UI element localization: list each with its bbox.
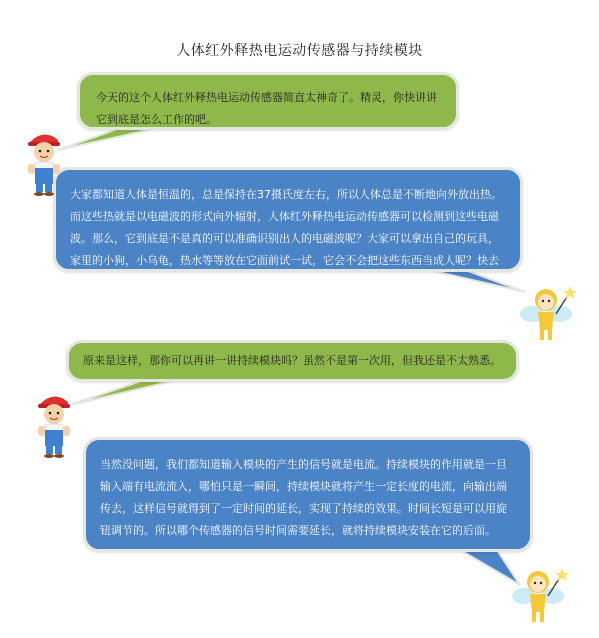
page-title: 人体红外释热电运动传感器与持续模块 — [176, 43, 423, 59]
tail-1 — [58, 128, 158, 150]
dialog-bubble-boy-2 — [66, 340, 519, 382]
fairy-icon — [518, 278, 580, 348]
dialog-bubble-fairy-2 — [83, 437, 533, 552]
dialog-text: 大家都知道人体是恒温的，总是保持在37摄氏度左右，所以人体总是不断地向外放出热。而这些热就是以电磁波的形式向外辐射，人体红外释热电运动传感器可以检测到这些电磁波。那么，它到底是不是真的可以准确识别出人的电磁波呢？大家可以拿出自己的玩具，家里的小狗，小乌龟，热水等等放在它面前试一试，它会不会把这些东西当成人呢？快去试一试吧。 — [70, 188, 502, 289]
fairy-icon — [510, 560, 572, 630]
tail-3 — [70, 378, 186, 405]
dialog-text: 今天的这个人体红外释热电运动传感器简直太神奇了。精灵，你快讲讲它到底是怎么工作的吧。 — [96, 91, 437, 126]
cartoon-boy-icon — [24, 128, 64, 196]
cartoon-boy-icon — [34, 390, 74, 458]
dialog-text: 原来是这样，那你可以再讲一讲持续模块吗？虽然不是第一次用，但我还是不太熟悉。 — [83, 354, 501, 367]
dialog-bubble-boy-1 — [77, 72, 459, 130]
dialog-bubble-fairy-1 — [53, 167, 523, 289]
dialog-text: 当然没问题，我们都知道输入模块的产生的信号就是电流。持续模块的作用就是一旦输入端有电流流入，哪怕只是一瞬间，持续模块就将产生一定长度的电流，向输出端传去，这样信号就得到了一定时间的延长，实现了持续的效果。时间长短是可以用旋钮调节的。所以哪个传感器的信号时间需要延长，就将持续模块安装在它的后面。 — [100, 458, 507, 537]
